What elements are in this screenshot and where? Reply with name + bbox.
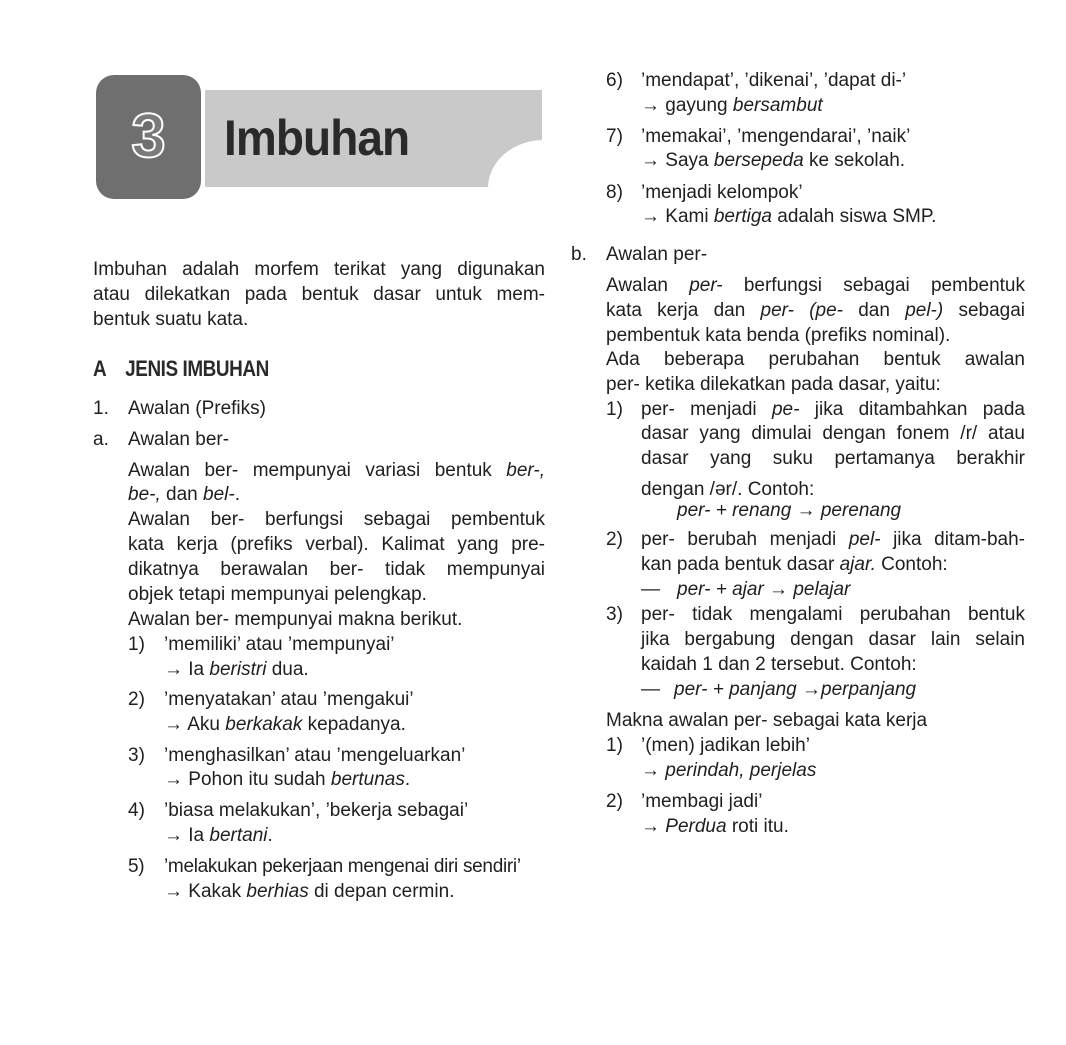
- section-title: JENIS IMBUHAN: [125, 356, 269, 381]
- meaning-1-example: → Ia beristri dua.: [164, 659, 309, 680]
- ber-para2-line5: Awalan ber- mempunyai makna berikut.: [128, 609, 463, 630]
- intro-line-1: Imbuhan adalah morfem terikat yang digunakan: [93, 259, 545, 280]
- per-para-line4: Ada beberapa perubahan bentuk awalan: [606, 349, 1025, 370]
- chapter-number: 3: [131, 102, 166, 171]
- makna-1-num: 1): [606, 735, 623, 756]
- meaning-3-num: 3): [128, 745, 145, 766]
- change-1-num: 1): [606, 399, 623, 420]
- change-1-line3: dasar yang suku pertamanya berakhir: [641, 448, 1025, 469]
- makna-2-example: → Perdua roti itu.: [641, 816, 789, 837]
- change-2-line1: per- berubah menjadi pel- jika ditam-bah-: [641, 529, 1025, 550]
- meaning-7-example: → Saya bersepeda ke sekolah.: [641, 150, 906, 171]
- meaning-1-num: 1): [128, 634, 145, 655]
- item-b-text: Awalan per-: [606, 244, 708, 265]
- makna-1-example: → perindah, perjelas: [641, 760, 817, 781]
- makna-1-text: ’(men) jadikan lebih’: [641, 735, 810, 756]
- per-para-line2: kata kerja dan per- (pe- dan pel-) sebagai: [606, 300, 1025, 321]
- per-para-line1: Awalan per- berfungsi sebagai pembentuk: [606, 275, 1025, 296]
- makna-2-num: 2): [606, 791, 623, 812]
- meaning-1-text: ’memiliki’ atau ’mempunyai’: [164, 634, 395, 655]
- section-letter: A: [93, 356, 107, 381]
- change-1-line2: dasar yang dimulai dengan fonem /r/ atau: [641, 423, 1025, 444]
- meaning-7-num: 7): [606, 126, 623, 147]
- meaning-3-example: → Pohon itu sudah bertunas.: [164, 769, 411, 790]
- meaning-7-text: ’memakai’, ’mengendarai’, ’naik’: [641, 126, 911, 147]
- item-b-num: b.: [571, 244, 587, 265]
- change-3-num: 3): [606, 604, 623, 625]
- meaning-8-num: 8): [606, 182, 623, 203]
- section-heading: [93, 355, 269, 383]
- meaning-2-num: 2): [128, 689, 145, 710]
- meaning-8-example: → Kami bertiga adalah siswa SMP.: [641, 206, 937, 227]
- ber-para2-line1: Awalan ber- berfungsi sebagai pembentuk: [128, 509, 545, 530]
- ber-para2-line4: objek tetapi mempunyai pelengkap.: [128, 584, 427, 605]
- ber-para2-line2: kata kerja (prefiks verbal). Kalimat yang pre-: [128, 534, 545, 555]
- meaning-5-example: → Kakak berhias di depan cermin.: [164, 881, 455, 902]
- change-2-line2: kan pada bentuk dasar ajar. Contoh:: [641, 554, 948, 575]
- change-2-example: per- + ajar → pelajar: [677, 579, 851, 600]
- meaning-6-num: 6): [606, 70, 623, 91]
- change-3-line1: per- tidak mengalami perubahan bentuk: [641, 604, 1025, 625]
- intro-line-3: bentuk suatu kata.: [93, 309, 249, 330]
- meaning-4-text: ’biasa melakukan’, ’bekerja sebagai’: [164, 800, 469, 821]
- meaning-3-text: ’menghasilkan’ atau ’mengeluarkan’: [164, 745, 466, 766]
- item-1-text: Awalan (Prefiks): [128, 398, 266, 419]
- item-a-num: a.: [93, 429, 109, 450]
- meaning-2-text: ’menyatakan’ atau ’mengakui’: [164, 689, 414, 710]
- item-1-num: 1.: [93, 398, 109, 419]
- chapter-number-box: [96, 75, 201, 199]
- change-1-line4: dengan /ər/. Contoh:: [641, 479, 815, 500]
- per-para-line3: pembentuk kata benda (prefiks nominal).: [606, 325, 951, 346]
- meaning-5-text: ’melakukan pekerjaan mengenai diri sendiri’: [164, 856, 521, 877]
- makna-heading: Makna awalan per- sebagai kata kerja: [606, 710, 928, 731]
- change-3-line2: jika bergabung dengan dasar lain selain: [641, 629, 1025, 650]
- change-3-line3: kaidah 1 dan 2 tersebut. Contoh:: [641, 654, 917, 675]
- ber-para2-line3: dikatnya berawalan ber- tidak mempunyai: [128, 559, 545, 580]
- ber-para1-line2: be-, dan bel-.: [128, 484, 240, 505]
- meaning-6-text: ’mendapat’, ’dikenai’, ’dapat di-’: [641, 70, 907, 91]
- meaning-8-text: ’menjadi kelompok’: [641, 182, 803, 203]
- meaning-4-example: → Ia bertani.: [164, 825, 273, 846]
- chapter-title: Imbuhan: [224, 110, 410, 166]
- change-2-num: 2): [606, 529, 623, 550]
- change-1-example: per- + renang → perenang: [677, 500, 902, 521]
- makna-2-text: ’membagi jadi’: [641, 791, 763, 812]
- meaning-2-example: → Aku berkakak kepadanya.: [164, 714, 406, 735]
- ber-para1-line1: Awalan ber- mempunyai variasi bentuk ber-,: [128, 460, 545, 481]
- change-3-dash: —: [641, 679, 660, 700]
- item-a-text: Awalan ber-: [128, 429, 230, 450]
- meaning-6-example: → gayung bersambut: [641, 95, 823, 116]
- change-1-line1: per- menjadi pe- jika ditambahkan pada: [641, 399, 1025, 420]
- change-2-dash: —: [641, 579, 660, 600]
- change-3-example: per- + panjang →perpanjang: [674, 679, 917, 700]
- meaning-5-num: 5): [128, 856, 145, 877]
- intro-line-2: atau dilekatkan pada bentuk dasar untuk mem-: [93, 284, 545, 305]
- per-para-line5: per- ketika dilekatkan pada dasar, yaitu:: [606, 374, 941, 395]
- meaning-4-num: 4): [128, 800, 145, 821]
